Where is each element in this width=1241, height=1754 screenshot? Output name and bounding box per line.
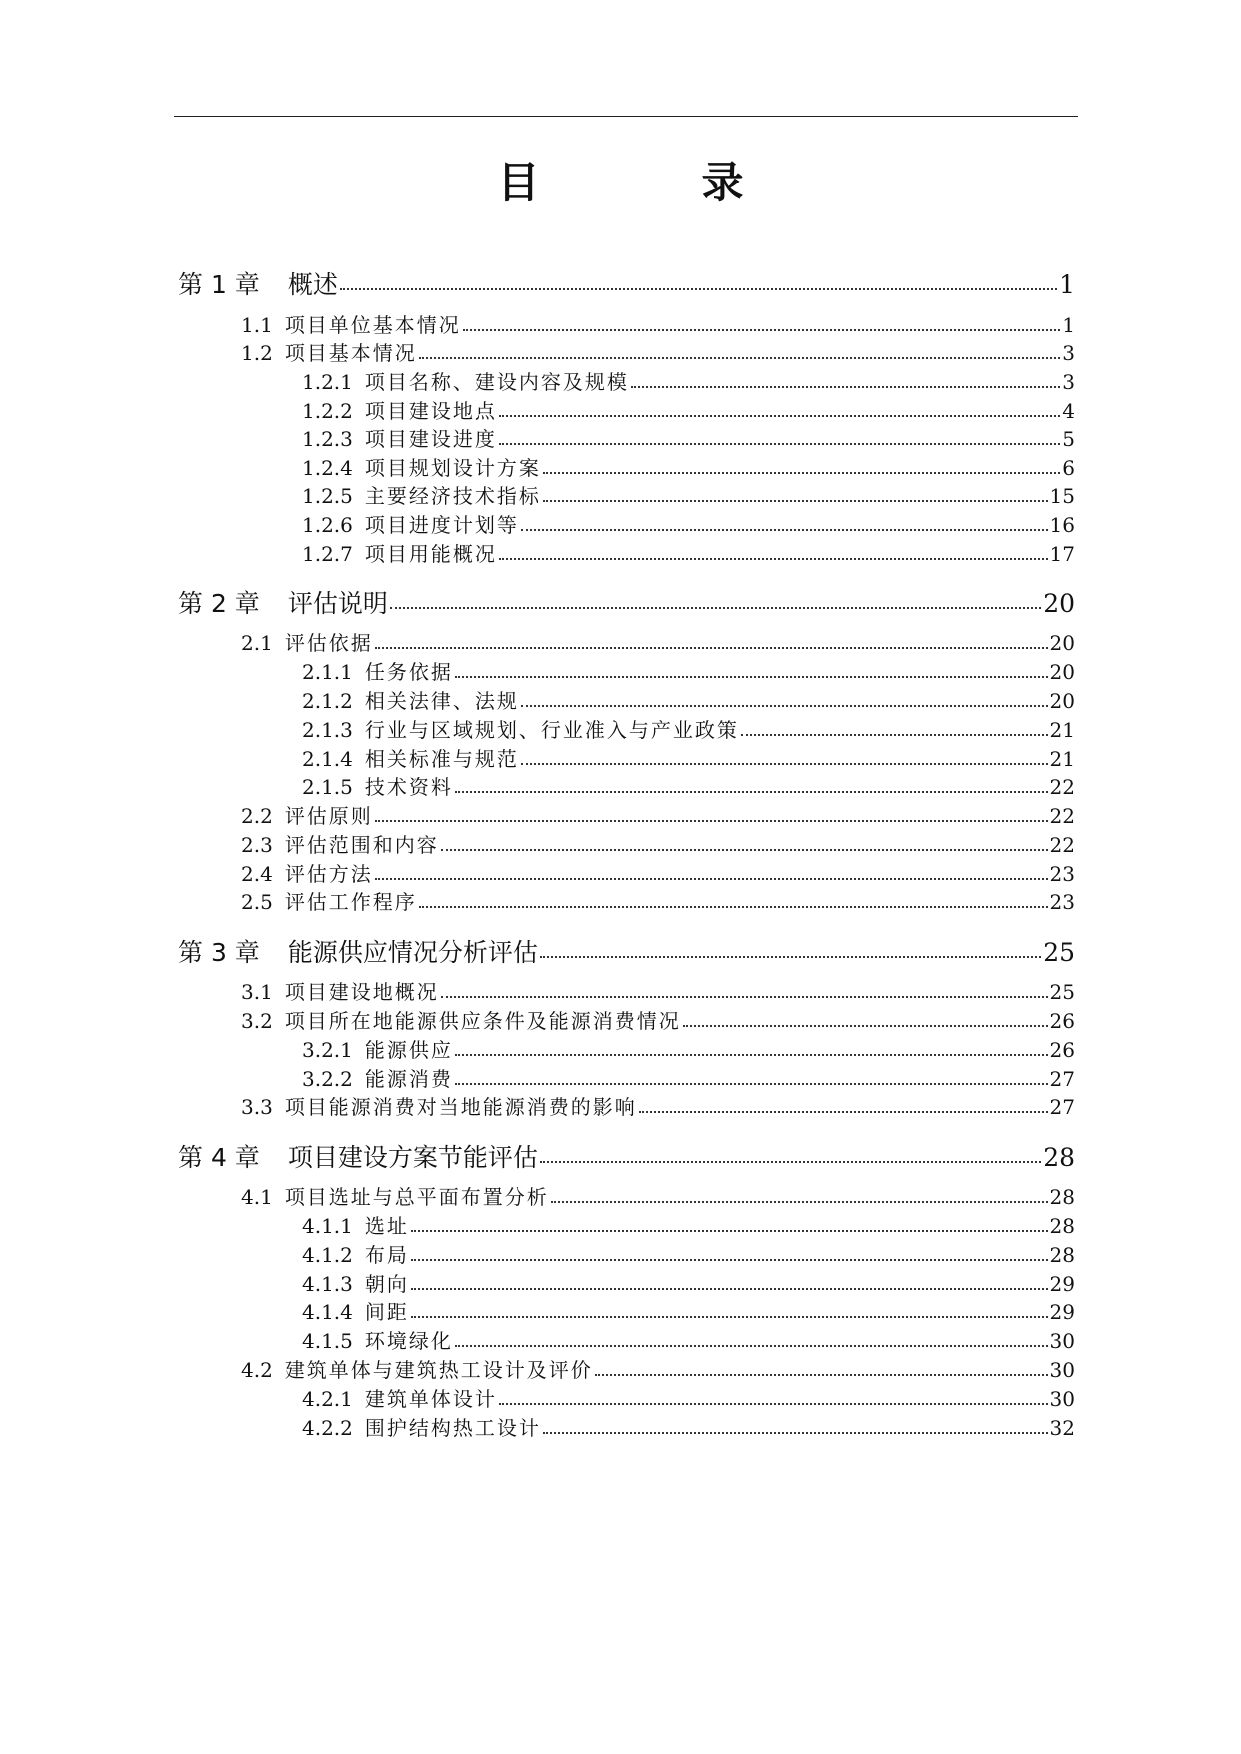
toc-section-entry[interactable] xyxy=(302,685,1075,714)
toc-entry-title: 相关标准与规范 xyxy=(364,747,519,771)
toc-section-entry[interactable] xyxy=(241,1005,1075,1034)
toc-entry-number: 3.2.2 xyxy=(302,1067,353,1091)
toc-dot-leader xyxy=(463,329,1060,331)
toc-page-number: 25 xyxy=(1043,938,1075,967)
toc-entry-title: 评估范围和内容 xyxy=(284,833,439,857)
toc-page-number: 29 xyxy=(1049,1300,1075,1324)
toc-page-number: 30 xyxy=(1049,1387,1075,1411)
toc-page-number: 20 xyxy=(1049,631,1075,655)
toc-page-number: 3 xyxy=(1062,370,1075,394)
toc-page-number: 26 xyxy=(1049,1038,1075,1062)
toc-dot-leader xyxy=(419,357,1060,359)
toc-entry-title: 任务依据 xyxy=(364,660,453,684)
toc-page-number: 28 xyxy=(1049,1214,1075,1238)
toc-section-entry[interactable] xyxy=(302,1210,1075,1239)
toc-section-entry[interactable] xyxy=(241,886,1075,915)
toc-section-entry[interactable] xyxy=(241,337,1075,366)
toc-page-number: 3 xyxy=(1062,341,1075,365)
toc-section-entry[interactable] xyxy=(302,1239,1075,1268)
toc-dot-leader xyxy=(521,529,1048,531)
toc-entry-number: 1.2.6 xyxy=(302,513,353,537)
toc-entry-number: 2.5 xyxy=(241,890,273,914)
toc-entry-title: 建筑单体设计 xyxy=(364,1387,497,1411)
toc-dot-leader xyxy=(543,500,1048,502)
toc-entry-title: 项目进度计划等 xyxy=(364,513,519,537)
toc-page-number: 27 xyxy=(1049,1067,1075,1091)
toc-entry-title: 项目选址与总平面布置分析 xyxy=(284,1185,549,1209)
toc-dot-leader xyxy=(540,1161,1041,1163)
toc-section-entry[interactable] xyxy=(241,627,1075,656)
toc-dot-leader xyxy=(411,1288,1048,1290)
toc-entry-title: 建筑单体与建筑热工设计及评价 xyxy=(284,1358,593,1382)
toc-page-number: 22 xyxy=(1049,804,1075,828)
toc-dot-leader xyxy=(551,1201,1048,1203)
toc-entry-title: 评估工作程序 xyxy=(284,890,417,914)
toc-entry-title: 项目单位基本情况 xyxy=(284,313,461,337)
toc-entry-title: 布局 xyxy=(364,1243,409,1267)
toc-section-entry[interactable] xyxy=(302,423,1075,452)
toc-entry-number: 第 1 章 xyxy=(178,270,260,299)
toc-section-entry[interactable] xyxy=(302,1268,1075,1297)
toc-entry-number: 第 2 章 xyxy=(178,589,260,618)
toc-entry-number: 4.1.5 xyxy=(302,1329,353,1353)
toc-entry-number: 4.2 xyxy=(241,1358,273,1382)
toc-entry-number: 3.2.1 xyxy=(302,1038,353,1062)
toc-entry-number: 4.2.2 xyxy=(302,1416,353,1440)
toc-entry-title: 环境绿化 xyxy=(364,1329,453,1353)
toc-chapter-entry[interactable] xyxy=(178,933,1075,969)
toc-page-number: 22 xyxy=(1049,775,1075,799)
toc-page-number: 28 xyxy=(1043,1143,1075,1172)
toc-dot-leader xyxy=(411,1316,1048,1318)
toc-section-entry[interactable] xyxy=(241,1091,1075,1120)
toc-entry-number: 1.2 xyxy=(241,341,273,365)
toc-entry-title: 项目建设地概况 xyxy=(284,980,439,1004)
toc-dot-leader xyxy=(375,820,1048,822)
toc-dot-leader xyxy=(543,472,1060,474)
toc-entry-number: 4.1 xyxy=(241,1185,273,1209)
toc-entry-title: 间距 xyxy=(364,1300,409,1324)
toc-entry-title: 能源供应 xyxy=(364,1038,453,1062)
toc-entry-title: 评估依据 xyxy=(284,631,373,655)
toc-page-number: 20 xyxy=(1049,660,1075,684)
toc-section-entry[interactable] xyxy=(241,976,1075,1005)
toc-entry-title: 项目能源消费对当地能源消费的影响 xyxy=(284,1095,637,1119)
toc-page-number: 30 xyxy=(1049,1329,1075,1353)
toc-dot-leader xyxy=(390,607,1041,609)
toc-page-number: 28 xyxy=(1049,1185,1075,1209)
toc-entry-title: 项目建设地点 xyxy=(364,399,497,423)
toc-entry-title: 主要经济技术指标 xyxy=(364,484,541,508)
toc-entry-number: 1.2.5 xyxy=(302,484,353,508)
toc-dot-leader xyxy=(683,1025,1048,1027)
toc-section-entry[interactable] xyxy=(302,1296,1075,1325)
toc-dot-leader xyxy=(521,705,1048,707)
toc-page-number: 27 xyxy=(1049,1095,1075,1119)
toc-entry-number: 2.3 xyxy=(241,833,273,857)
toc-entry-title: 项目规划设计方案 xyxy=(364,456,541,480)
page-title: 目 录 xyxy=(497,158,804,207)
toc-dot-leader xyxy=(455,676,1048,678)
toc-dot-leader xyxy=(419,906,1048,908)
toc-entry-title: 评估方法 xyxy=(284,862,373,886)
toc-entry-number: 4.1.4 xyxy=(302,1300,353,1324)
toc-entry-title: 评估说明 xyxy=(287,589,388,618)
toc-entry-number: 2.1.2 xyxy=(302,689,353,713)
toc-entry-number: 3.1 xyxy=(241,980,273,1004)
toc-dot-leader xyxy=(441,849,1048,851)
toc-page-number: 21 xyxy=(1049,747,1075,771)
toc-page-number: 25 xyxy=(1049,980,1075,1004)
toc-dot-leader xyxy=(639,1111,1048,1113)
toc-page-number: 15 xyxy=(1049,484,1075,508)
toc-entry-number: 3.2 xyxy=(241,1009,273,1033)
toc-entry-title: 概述 xyxy=(287,270,338,299)
toc-entry-number: 2.1.3 xyxy=(302,718,353,742)
toc-section-entry[interactable] xyxy=(302,395,1075,424)
toc-entry-title: 评估原则 xyxy=(284,804,373,828)
toc-entry-number: 1.1 xyxy=(241,313,273,337)
toc-page-number: 5 xyxy=(1062,427,1075,451)
toc-section-entry[interactable] xyxy=(241,800,1075,829)
toc-entry-title: 行业与区域规划、行业准入与产业政策 xyxy=(364,718,739,742)
toc-entry-number: 2.1.1 xyxy=(302,660,353,684)
toc-section-entry[interactable] xyxy=(302,538,1075,567)
toc-dot-leader xyxy=(375,647,1048,649)
toc-dot-leader xyxy=(499,1403,1048,1405)
toc-entry-number: 1.2.2 xyxy=(302,399,353,423)
toc-dot-leader xyxy=(340,288,1057,290)
toc-entry-number: 1.2.3 xyxy=(302,427,353,451)
toc-entry-title: 项目建设进度 xyxy=(364,427,497,451)
toc-dot-leader xyxy=(441,996,1048,998)
toc-dot-leader xyxy=(631,386,1060,388)
toc-dot-leader xyxy=(455,791,1048,793)
toc-dot-leader xyxy=(455,1345,1048,1347)
toc-chapter-entry[interactable] xyxy=(178,1138,1075,1174)
toc-page-number: 21 xyxy=(1049,718,1075,742)
toc-dot-leader xyxy=(595,1374,1048,1376)
toc-page-number: 1 xyxy=(1062,313,1075,337)
toc-entry-title: 相关法律、法规 xyxy=(364,689,519,713)
toc-entry-number: 2.2 xyxy=(241,804,273,828)
toc-dot-leader xyxy=(540,956,1041,958)
toc-dot-leader xyxy=(521,763,1048,765)
toc-dot-leader xyxy=(411,1230,1048,1232)
toc-entry-title: 围护结构热工设计 xyxy=(364,1416,541,1440)
toc-page-number: 32 xyxy=(1049,1416,1075,1440)
toc-entry-title: 项目建设方案节能评估 xyxy=(287,1143,538,1172)
toc-section-entry[interactable] xyxy=(241,1181,1075,1210)
toc-entry-number: 4.1.3 xyxy=(302,1272,353,1296)
toc-section-entry[interactable] xyxy=(302,743,1075,772)
toc-entry-number: 2.1.5 xyxy=(302,775,353,799)
toc-section-entry[interactable] xyxy=(302,509,1075,538)
toc-section-entry[interactable] xyxy=(241,1354,1075,1383)
toc-entry-number: 2.1.4 xyxy=(302,747,353,771)
toc-chapter-entry[interactable] xyxy=(178,584,1075,620)
toc-page-number: 1 xyxy=(1059,270,1075,299)
toc-dot-leader xyxy=(455,1054,1048,1056)
toc-entry-number: 1.2.4 xyxy=(302,456,353,480)
toc-section-entry[interactable] xyxy=(241,858,1075,887)
toc-page-number: 23 xyxy=(1049,862,1075,886)
toc-entry-number: 1.2.7 xyxy=(302,542,353,566)
toc-page-number: 20 xyxy=(1049,689,1075,713)
toc-page-number: 16 xyxy=(1049,513,1075,537)
toc-page-number: 26 xyxy=(1049,1009,1075,1033)
toc-section-entry[interactable] xyxy=(302,366,1075,395)
toc-dot-leader xyxy=(741,734,1048,736)
toc-section-entry[interactable] xyxy=(302,1034,1075,1063)
toc-dot-leader xyxy=(455,1083,1048,1085)
toc-section-entry[interactable] xyxy=(241,309,1075,338)
toc-page-number: 29 xyxy=(1049,1272,1075,1296)
toc-entry-title: 朝向 xyxy=(364,1272,409,1296)
toc-entry-number: 4.2.1 xyxy=(302,1387,353,1411)
toc-page-number: 28 xyxy=(1049,1243,1075,1267)
toc-entry-number: 4.1.2 xyxy=(302,1243,353,1267)
toc-entry-number: 1.2.1 xyxy=(302,370,353,394)
toc-page-number: 30 xyxy=(1049,1358,1075,1382)
toc-entry-title: 项目基本情况 xyxy=(284,341,417,365)
toc-chapter-entry[interactable] xyxy=(178,265,1075,301)
toc-section-entry[interactable] xyxy=(241,829,1075,858)
toc-entry-number: 3.3 xyxy=(241,1095,273,1119)
toc-entry-number: 4.1.1 xyxy=(302,1214,353,1238)
toc-dot-leader xyxy=(375,878,1048,880)
toc-section-entry[interactable] xyxy=(302,771,1075,800)
toc-dot-leader xyxy=(411,1259,1048,1261)
toc-dot-leader xyxy=(499,415,1060,417)
toc-entry-title: 能源消费 xyxy=(364,1067,453,1091)
toc-entry-title: 选址 xyxy=(364,1214,409,1238)
toc-section-entry[interactable] xyxy=(302,1325,1075,1354)
toc-entry-title: 项目用能概况 xyxy=(364,542,497,566)
toc-dot-leader xyxy=(499,558,1048,560)
toc-entry-title: 项目所在地能源供应条件及能源消费情况 xyxy=(284,1009,681,1033)
toc-entry-number: 2.4 xyxy=(241,862,273,886)
toc-page-number: 22 xyxy=(1049,833,1075,857)
toc-dot-leader xyxy=(499,443,1060,445)
toc-section-entry[interactable] xyxy=(302,480,1075,509)
toc-entry-title: 能源供应情况分析评估 xyxy=(287,938,538,967)
toc-section-entry[interactable] xyxy=(302,1383,1075,1412)
toc-entry-number: 第 3 章 xyxy=(178,938,260,967)
toc-page-number: 23 xyxy=(1049,890,1075,914)
toc-entry-title: 技术资料 xyxy=(364,775,453,799)
toc-entry-number: 2.1 xyxy=(241,631,273,655)
toc-entry-title: 项目名称、建设内容及规模 xyxy=(364,370,629,394)
toc-page-number: 4 xyxy=(1062,399,1075,423)
toc-page-number: 17 xyxy=(1049,542,1075,566)
toc-section-entry[interactable] xyxy=(302,452,1075,481)
toc-page-number: 6 xyxy=(1062,456,1075,480)
toc-section-entry[interactable] xyxy=(302,714,1075,743)
toc-dot-leader xyxy=(543,1432,1048,1434)
toc-section-entry[interactable] xyxy=(302,1412,1075,1441)
toc-section-entry[interactable] xyxy=(302,656,1075,685)
toc-section-entry[interactable] xyxy=(302,1063,1075,1092)
toc-page-number: 20 xyxy=(1043,589,1075,618)
toc-entry-number: 第 4 章 xyxy=(178,1143,260,1172)
